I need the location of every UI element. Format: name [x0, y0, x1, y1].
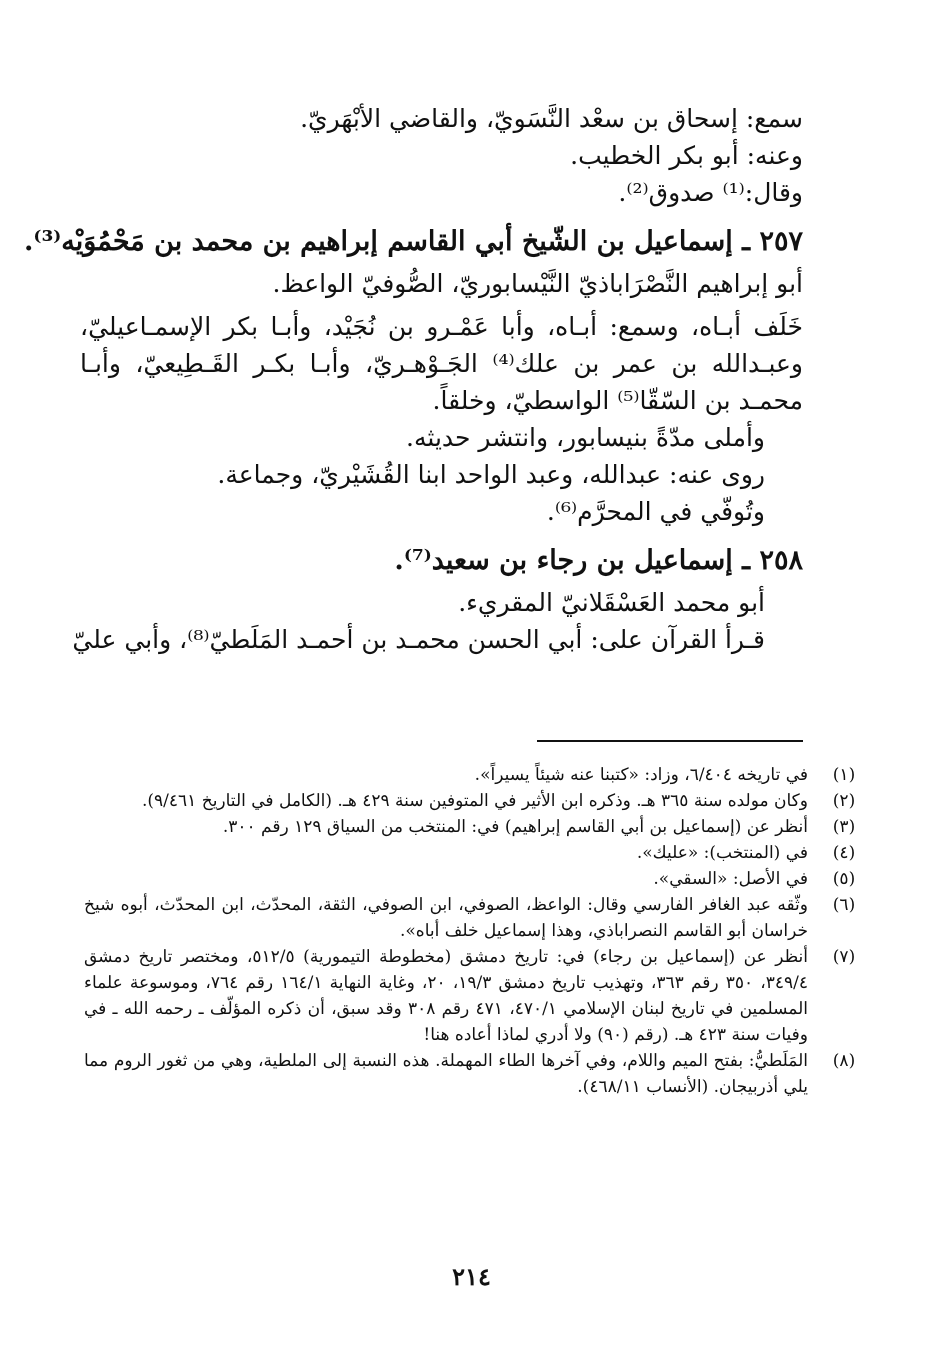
- footnote-number: (٣): [832, 817, 856, 837]
- footnote-number: (٨): [832, 1051, 856, 1071]
- footnote-text: أنظر عن (إسماعيل بن رجاء) في: تاريخ دمشق (مخطوطة التيمورية) ٥١٢/٥، ومختصر تاريخ دمشق ٣٤٩/٤، ٣٥٠ رقم ٣٦٣، وتهذيب تاريخ دمشق ١٩/٣، ٢٠، وغاية النهاية ١٦٤/١ رقم ٧٦٤، وموسوعة علماء المسلمين في تاريخ لبنان الإسلامي ٤٧٠/١، ٤٧١ رقم ٣٠٨ وقد سبق، أن ذكره المؤلّف ـ رحمه الله ـ في وفيات سنة ٤٢٣ هـ. (رقم (٩٠) ولا أدري لماذا أعاده هنا!: [84, 947, 809, 1045]
- footnote: [84, 892, 856, 944]
- text-line-heard-from: سمع: إسحاق بن سعْد النَّسَويّ، والقاضي الأبْهَريّ.: [300, 104, 803, 133]
- footnote: [84, 1048, 856, 1100]
- footnote-text: في تاريخه ٦/٤٠٤، وزاد: «كتبنا عنه شيئاً يسيراً».: [474, 765, 808, 785]
- footnote: [84, 866, 856, 892]
- entry-257-paragraph: خَلَف أبـاه، وسمع: أبـاه، وأبا عَمْـرو بن نُجَيْد، وأبـا بكر الإسمـاعيليّ، وعبـدالله بن عمر بن علك⁽⁴⁾ الجَـوْهـريّ، وأبـا بكـر القَـطِيعيّ، وأبـا محمـد بن السّقّا⁽⁵⁾ الواسطيّ، وخلقاً.: [80, 312, 803, 415]
- footnote: [84, 840, 856, 866]
- main-text: [23, 100, 803, 658]
- footnote-text: في الأصل: «السقي».: [653, 869, 808, 889]
- footnote-number: (٢): [832, 791, 856, 811]
- entry-257-death: وتُوفّي في المحرَّم⁽⁶⁾.: [546, 497, 765, 526]
- text-line-narrated-by: وعنه: أبو بكر الخطيب.: [570, 141, 803, 170]
- footnote-text: المَلَطيُّ: بفتح الميم واللام، وفي آخرها الطاء المهملة. هذه النسبة إلى الملطية، وهي من ثغور الروم مما يلي أذربيجان. (الأنساب ٤٦٨/١١).: [84, 1051, 808, 1097]
- footnote: [84, 944, 856, 1048]
- footnote-number: (٦): [832, 895, 856, 915]
- entry-257-kunya: أبو إبراهيم النَّصْرَاباذيّ النَّيْسابوريّ، الصُّوفيّ الواعظ.: [272, 269, 803, 298]
- footnote: [84, 814, 856, 840]
- entry-257-dictated: وأملى مدّةً بنيسابور، وانتشر حديثه.: [406, 423, 765, 452]
- footnote: [84, 788, 856, 814]
- footnote-number: (٧): [832, 947, 856, 967]
- footnote-text: أنظر عن (إسماعيل بن أبي القاسم إبراهيم) في: المنتخب من السياق ١٢٩ رقم ٣٠٠.: [222, 817, 808, 837]
- page-number: ٢١٤: [452, 1262, 491, 1291]
- footnote-number: (١): [832, 765, 856, 785]
- entry-258-heading: ٢٥٨ ـ إسماعيل بن رجاء بن سعيد⁽⁷⁾.: [394, 545, 803, 576]
- entry-258-kunya: أبو محمد العَسْقَلانيّ المقريء.: [458, 588, 765, 617]
- footnote-text: وكان مولده سنة ٣٦٥ هـ. وذكره ابن الأثير في المتوفين سنة ٤٢٩ هـ. (الكامل في التاريخ ٩/٤٦١).: [142, 791, 808, 811]
- entry-257-heading: ٢٥٧ ـ إسماعيل بن الشّيخ أبي القاسم إبراهيم بن محمد بن مَحْمُوَيْه⁽³⁾.: [23, 226, 803, 257]
- footnote-text: في (المنتخب): «عليك».: [636, 843, 808, 863]
- footnotes: [84, 762, 856, 1100]
- text-line-said: وقال:⁽¹⁾ صدوق⁽²⁾.: [618, 178, 803, 207]
- footnote-number: (٤): [832, 843, 856, 863]
- entry-258-recited: قـرأ القرآن على: أبي الحسن محمـد بن أحمـد المَلَطيّ⁽⁸⁾، وأبي عليّ: [72, 625, 765, 654]
- footnote: [84, 762, 856, 788]
- footnote-number: (٥): [832, 869, 856, 889]
- footnote-divider: [537, 740, 803, 742]
- footnote-text: وثّقه عبد الغافر الفارسي وقال: الواعظ، الصوفي، ابن الصوفي، الثقة، المحدّث، ابن المحدّث، أبوه شيخ خراسان أبو القاسم النصراباذي، وهذا إسماعيل خلف أباه».: [84, 895, 808, 941]
- entry-257-narrators: روى عنه: عبدالله، وعبد الواحد ابنا القُشَيْريّ، وجماعة.: [217, 460, 765, 489]
